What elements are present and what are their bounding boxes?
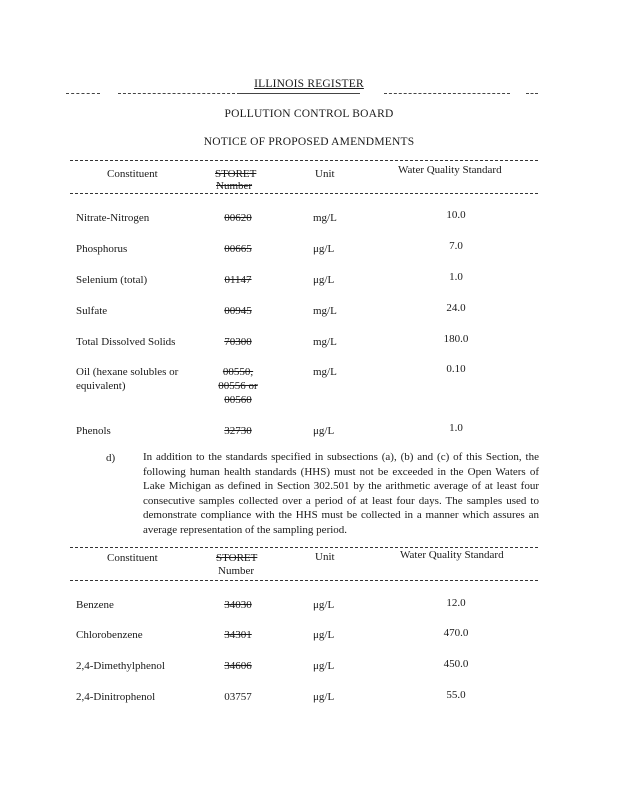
header-rule-left-2 xyxy=(118,93,240,94)
table2-row-unit: μg/L xyxy=(313,599,335,611)
subsection-paragraph: In addition to the standards specified in subsections (a), (b) and (c) of this Section, the following human health standards (HHS) must not be exceeded in the Open Waters of Lake Michigan as defined in Section 302.501 by the arithmetic average of at least four consecutive samples collected over a period of at least four days. The samples used to demonstrate compliance with the HHS must be collected in a manner which assures an average representation of the sampling period. xyxy=(143,451,539,536)
table1-row-name: Total Dissolved Solids xyxy=(76,336,176,348)
table2-header-storet: STORET xyxy=(216,552,258,564)
header-rule-end xyxy=(526,93,538,94)
table2-row-name: Benzene xyxy=(76,599,114,611)
table2-row-unit: μg/L xyxy=(313,629,335,641)
table1-row-value: 7.0 xyxy=(449,240,463,252)
header-rule-right xyxy=(384,93,510,94)
table1-row-name: Phosphorus xyxy=(76,243,128,255)
table1-header-storet: STORET xyxy=(215,168,257,180)
board-title: POLLUTION CONTROL BOARD xyxy=(224,108,394,120)
table2-row-value: 450.0 xyxy=(443,658,469,670)
table1-row-value: 1.0 xyxy=(449,271,463,283)
table1-row-number: 00945 xyxy=(224,305,252,317)
table1-row-unit: μg/L xyxy=(313,243,335,255)
table1-row-number: 01147 xyxy=(224,274,252,286)
table2-row-value: 55.0 xyxy=(446,689,466,701)
table1-row-value: 1.0 xyxy=(449,422,463,434)
table1-row-number: 00620 xyxy=(224,212,252,224)
table1-row-unit: μg/L xyxy=(313,274,335,286)
table1-header-rule xyxy=(70,193,538,194)
table2-header-number: Number xyxy=(218,565,255,577)
table1-row-value: 24.0 xyxy=(446,302,466,314)
table1-row-number: 00550, 00556 or 00560 xyxy=(218,366,258,406)
header-rule-left-1 xyxy=(66,93,100,94)
table2-row-number: 34030 xyxy=(224,599,252,611)
table2-row-number: 34301 xyxy=(224,629,252,641)
table1-row-name: Nitrate-Nitrogen xyxy=(76,212,150,224)
notice-title: NOTICE OF PROPOSED AMENDMENTS xyxy=(203,136,415,148)
table2-row-unit: μg/L xyxy=(313,660,335,672)
table2-row-value: 470.0 xyxy=(443,627,469,639)
table2-row-name: 2,4-Dimethylphenol xyxy=(76,660,165,672)
table1-row-unit: mg/L xyxy=(313,366,337,378)
table2-row-name: 2,4-Dinitrophenol xyxy=(76,691,156,703)
table2-row-name: Chlorobenzene xyxy=(76,629,143,641)
table1-row-number: 32730 xyxy=(224,425,252,437)
table1-header-standard: Water Quality Standard xyxy=(398,164,502,176)
register-title: ILLINOIS REGISTER xyxy=(254,78,364,90)
table1-row-name: Oil (hexane solubles or equivalent) xyxy=(76,366,179,392)
table2-header-unit: Unit xyxy=(315,551,335,563)
header-rule-center xyxy=(238,93,360,94)
table1-row-unit: mg/L xyxy=(313,305,337,317)
table1-row-name: Selenium (total) xyxy=(76,274,148,286)
table1-header-number: Number xyxy=(216,180,253,192)
table2-row-value: 12.0 xyxy=(446,597,466,609)
table2-header-constituent: Constituent xyxy=(107,552,158,564)
table1-row-value: 180.0 xyxy=(443,333,469,345)
table1-row-number: 00665 xyxy=(224,243,252,255)
table2-row-number: 03757 xyxy=(224,691,252,703)
subsection-letter: d) xyxy=(106,452,116,464)
table1-header-constituent: Constituent xyxy=(107,168,158,180)
table1-row-unit: mg/L xyxy=(313,336,337,348)
table1-top-rule xyxy=(70,160,538,161)
table1-header-unit: Unit xyxy=(315,168,335,180)
table2-row-number: 34606 xyxy=(224,660,252,672)
table2-row-unit: μg/L xyxy=(313,691,335,703)
table1-row-number: 70300 xyxy=(224,336,252,348)
table1-row-name: Sulfate xyxy=(76,305,108,317)
table1-row-name: Phenols xyxy=(76,425,111,437)
table1-row-unit: mg/L xyxy=(313,212,337,224)
table1-row-value: 0.10 xyxy=(446,363,466,375)
table2-header-rule xyxy=(70,580,538,581)
table1-row-value: 10.0 xyxy=(446,209,466,221)
table1-row-unit: μg/L xyxy=(313,425,335,437)
table2-header-standard: Water Quality Standard xyxy=(400,549,504,561)
table2-top-rule xyxy=(70,547,538,548)
